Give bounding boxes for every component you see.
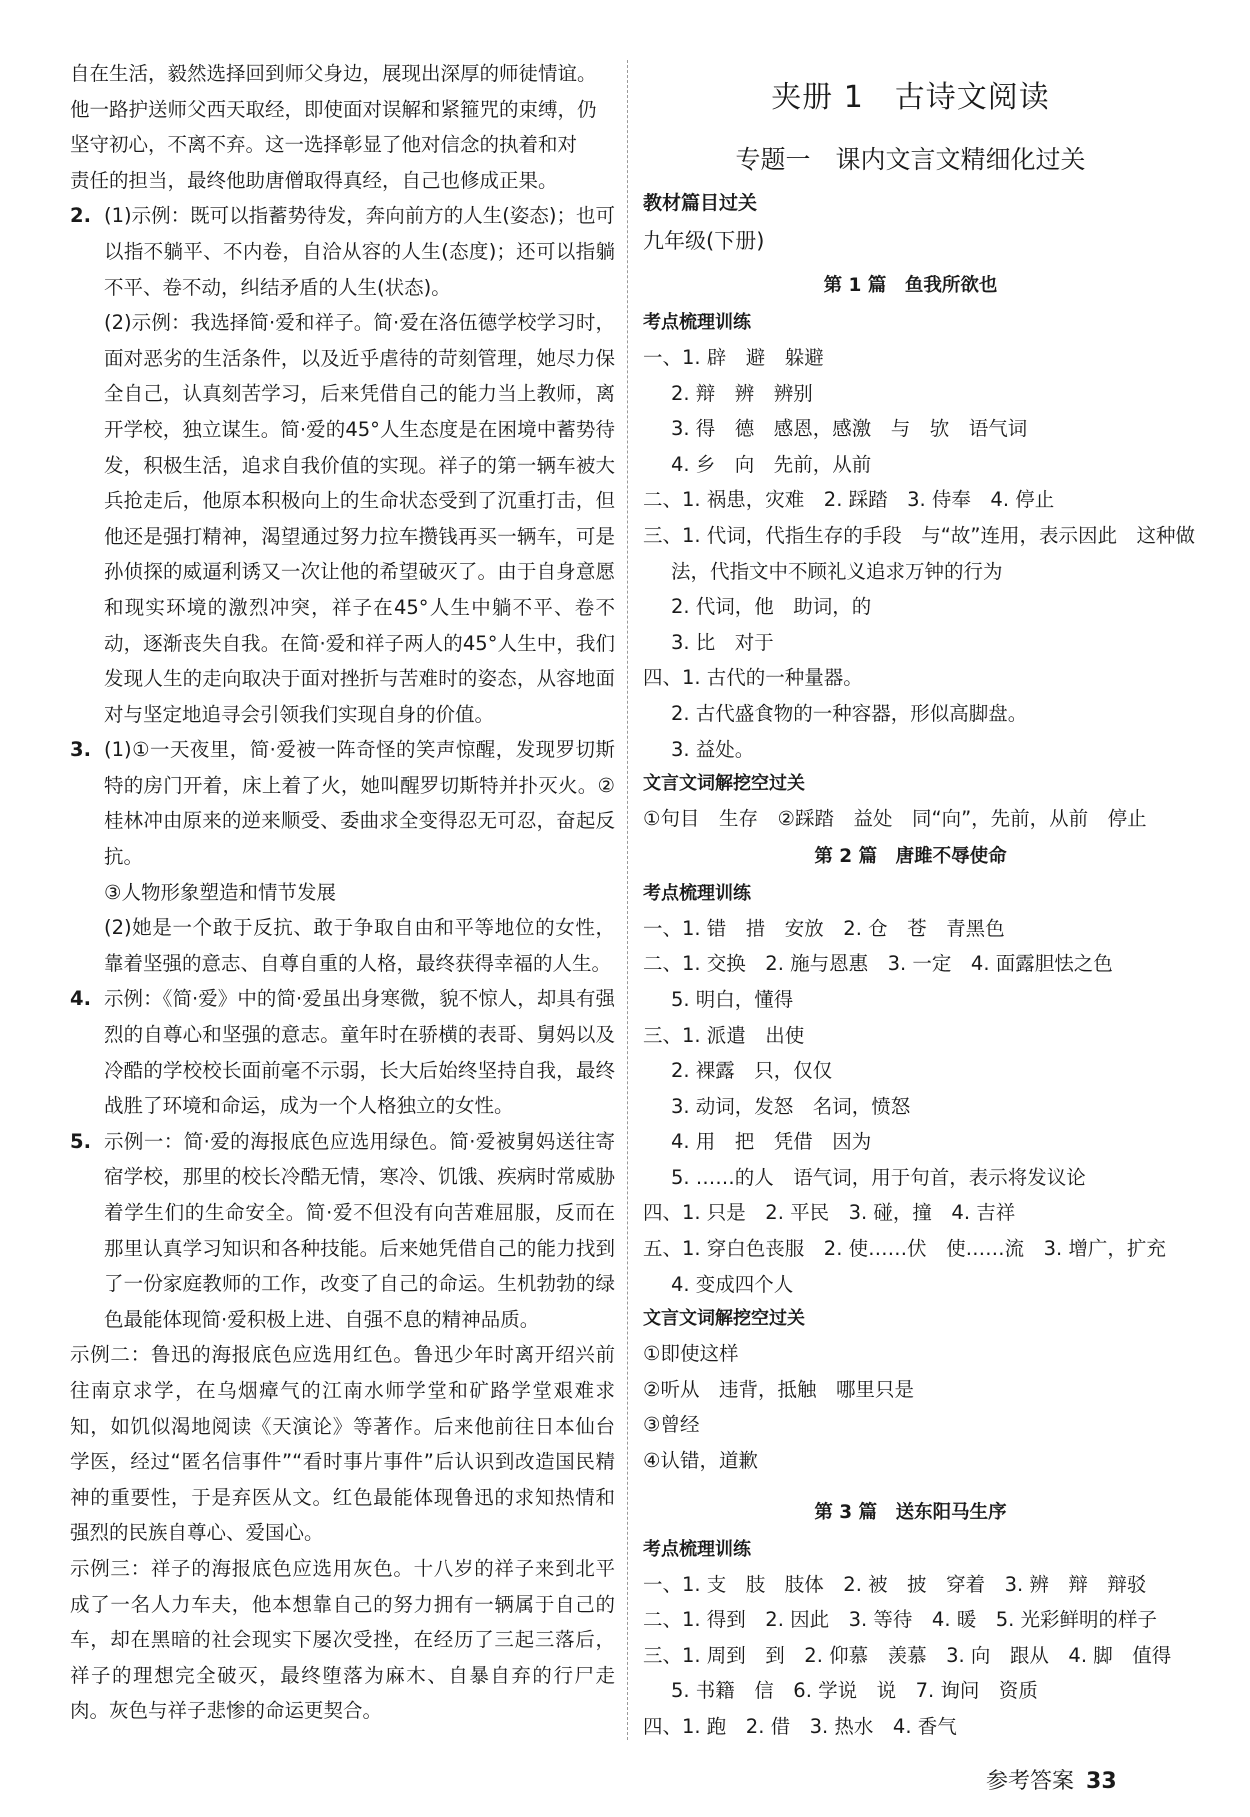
footer-label: 参考答案 bbox=[986, 1769, 1075, 1794]
answer-paragraph: 示例：《简·爱》中的简·爱虽出身寒微，貌不惊人，却具有强烈的自尊心和坚强的意志。童年时在骄横的表哥、舅妈以及冷酷的学校校长面前毫不示弱，长大后始终坚持自我，最终战胜了环境和命运，成为一个人格独立的女性。 bbox=[104, 987, 615, 1118]
answer-line: ③曾经 bbox=[643, 1413, 700, 1437]
answer-line: 3. 益处。 bbox=[671, 737, 755, 761]
answer-line: ②听从 违背，抵触 哪里只是 bbox=[643, 1377, 914, 1401]
answer-line: 四、1. 只是 2. 平民 3. 碰，撞 4. 吉祥 bbox=[643, 1201, 1016, 1225]
question-2-answer bbox=[70, 198, 615, 732]
answer-line: 4. 变成四个人 bbox=[671, 1272, 794, 1296]
answer-line: 二、1. 得到 2. 因此 3. 等待 4. 暖 5. 光彩鲜明的样子 bbox=[643, 1608, 1158, 1632]
answer-line: 4. 乡 向 先前，从前 bbox=[671, 452, 872, 476]
section-heading: 教材篇目过关 bbox=[643, 192, 758, 214]
intro-line: 坚守初心，不离不弃。这一选择彰显了他对信念的执着和对 bbox=[70, 133, 578, 157]
answer-line: 2. 辩 辨 辨别 bbox=[671, 381, 813, 405]
answer-line: 四、1. 古代的一种量器。 bbox=[643, 666, 863, 690]
answer-line: 5. 明白，懂得 bbox=[671, 987, 794, 1011]
answer-line: 三、1. 代词，代指生存的手段 与“故”连用，表示因此 这种做 bbox=[643, 523, 1196, 547]
answer-line: ④认错，道歉 bbox=[643, 1449, 758, 1473]
answer-paragraph: ③人物形象塑造和情节发展 bbox=[104, 880, 336, 904]
question-5-answer bbox=[70, 1124, 615, 1338]
right-column bbox=[643, 70, 1196, 1745]
answer-line: ①句目 生存 ②踩踏 益处 同“向”，先前，从前 停止 bbox=[643, 807, 1147, 831]
answer-paragraph: (1)①一天夜里，简·爱被一阵奇怪的笑声惊醒，发现罗切斯特的房门开着，床上着了火，她叫醒罗切斯特并扑灭火。②桂林冲由原来的逆来顺受、委曲求全变得忍无可忍，奋起反抗。 bbox=[104, 738, 615, 869]
subsection-heading: 考点梳理训练 bbox=[643, 1538, 751, 1560]
answer-line: 三、1. 周到 到 2. 仰慕 羡慕 3. 向 跟从 4. 脚 值得 bbox=[643, 1643, 1172, 1667]
column-divider bbox=[627, 60, 628, 1740]
intro-line: 自在生活，毅然选择回到师父身边，展现出深厚的师徒情谊。 bbox=[70, 62, 597, 85]
question-3-answer bbox=[70, 732, 615, 981]
lesson-title: 第 1 篇 鱼我所欲也 bbox=[823, 275, 998, 296]
subsection-heading: 考点梳理训练 bbox=[643, 312, 751, 333]
answer-line: 二、1. 交换 2. 施与恩惠 3. 一定 4. 面露胆怯之色 bbox=[643, 952, 1113, 976]
question-number: 5. bbox=[70, 1129, 91, 1153]
answer-line: 4. 用 把 凭借 因为 bbox=[671, 1130, 872, 1154]
answer-line: 五、1. 穿白色丧服 2. 使……伏 使……流 3. 增广，扩充 bbox=[643, 1237, 1166, 1261]
answer-line: 3. 动词，发怒 名词，愤怒 bbox=[671, 1094, 911, 1118]
answer-line: 一、1. 辟 避 躲避 bbox=[643, 346, 824, 369]
answer-line: 3. 比 对于 bbox=[671, 630, 774, 654]
answer-line: 一、1. 错 措 安放 2. 仓 苍 青黑色 bbox=[643, 916, 1005, 940]
left-column bbox=[70, 56, 615, 1729]
answer-line: 二、1. 祸患，灾难 2. 踩踏 3. 侍奉 4. 停止 bbox=[643, 488, 1055, 512]
intro-line: 他一路护送师父西天取经，即使面对误解和紧箍咒的束缚，仍 bbox=[70, 97, 597, 121]
answer-paragraph: 示例一：简·爱的海报底色应选用绿色。简·爱被舅妈送往寄宿学校，那里的校长冷酷无情，寒冷、饥饿、疾病时常威胁着学生们的生命安全。简·爱不但没有向苦难屈服，反而在那里认真学习知识和各种技能。后来她凭借自己的能力找到了一份家庭教师的工作，改变了自己的命运。生机勃勃的绿色最能体现简·爱积极上进、自强不息的精神品质。 bbox=[104, 1129, 615, 1331]
answer-line: 2. 裸露 只，仅仅 bbox=[671, 1059, 833, 1083]
answer-paragraph: 示例三：祥子的海报底色应选用灰色。十八岁的祥子来到北平成了一名人力车夫，他本想靠自己的努力拥有一辆属于自己的车，却在黑暗的社会现实下屡次受挫，在经历了三起三落后，祥子的理想完全破灭，最终堕落为麻木、自暴自弃的行尸走肉。灰色与祥子悲惨的命运更契合。 bbox=[70, 1556, 615, 1723]
answer-paragraph: 示例二：鲁迅的海报底色应选用红色。鲁迅少年时离开绍兴前往南京求学，在乌烟瘴气的江南水师学堂和矿路学堂艰难求知，如饥似渴地阅读《天演论》等著作。后来他前往日本仙台学医，经过“匿名信事件”“看时事片事件”后认识到改造国民精神的重要性，于是弃医从文。红色最能体现鲁迅的求知热情和强烈的民族自尊心、爱国心。 bbox=[70, 1343, 615, 1545]
answer-line: 四、1. 跑 2. 借 3. 热水 4. 香气 bbox=[643, 1715, 957, 1738]
subsection-heading: 文言文词解挖空过关 bbox=[643, 773, 805, 795]
page-number: 33 bbox=[1086, 1769, 1117, 1794]
answer-paragraph: (1)示例：既可以指蓄势待发，奔向前方的人生(姿态)；也可以指不躺平、不内卷，自洽从容的人生(态度)；还可以指躺不平、卷不动，纠结矛盾的人生(状态)。 bbox=[104, 204, 615, 299]
intro-line: 责任的担当，最终他助唐僧取得真经，自己也修成正果。 bbox=[70, 168, 558, 192]
answer-line: 2. 代词，他 助词，的 bbox=[671, 595, 872, 619]
answer-line: 一、1. 支 肢 肢体 2. 被 披 穿着 3. 辨 辩 辩驳 bbox=[643, 1572, 1147, 1596]
answer-paragraph: (2)示例：我选择简·爱和祥子。简·爱在洛伍德学校学习时，面对恶劣的生活条件，以及近乎虐待的苛刻管理，她尽力保全自己，认真刻苦学习，后来凭借自己的能力当上教师，离开学校，独立谋生。简·爱的45°人生态度是在困境中蓄势待发，积极生活，追求自我价值的实现。祥子的第一辆车被大兵抢走后，他原本积极向上的生命状态受到了沉重打击，但他还是强打精神，渴望通过努力拉车攒钱再买一辆车，可是孙侦探的威逼利诱又一次让他的希望破灭了。由于自身意愿和现实环境的激烈冲突，祥子在45°人生中躺不平、卷不动，逐渐丧失自我。在简·爱和祥子两人的45°人生中，我们发现人生的走向取决于面对挫折与苦难时的姿态，从容地面对与坚定地追寻会引领我们实现自身的价值。 bbox=[104, 311, 615, 726]
page-footer bbox=[986, 1768, 1117, 1796]
answer-line: 三、1. 派遣 出使 bbox=[643, 1023, 805, 1047]
topic-title: 专题一 课内文言文精细化过关 bbox=[735, 145, 1086, 174]
intro-paragraph bbox=[70, 56, 615, 198]
answer-paragraph: (2)她是一个敢于反抗、敢于争取自由和平等地位的女性，靠着坚强的意志、自尊自重的人格，最终获得幸福的人生。 bbox=[104, 916, 615, 975]
answer-line: 法，代指文中不顾礼义追求万钟的行为 bbox=[671, 559, 1003, 583]
subsection-heading: 文言文词解挖空过关 bbox=[643, 1308, 805, 1330]
book-title: 夹册 1 古诗文阅读 bbox=[771, 80, 1050, 115]
question-number: 4. bbox=[70, 987, 91, 1011]
answer-line: 2. 古代盛食物的一种容器，形似高脚盘。 bbox=[671, 701, 1028, 725]
question-number: 2. bbox=[70, 204, 91, 228]
subsection-heading: 考点梳理训练 bbox=[643, 882, 751, 904]
answer-line: 3. 得 德 感恩，感激 与 欤 语气词 bbox=[671, 417, 1028, 441]
lesson-title: 第 3 篇 送东阳马生序 bbox=[814, 1501, 1007, 1523]
answer-line: 5. 书籍 信 6. 学说 说 7. 询问 资质 bbox=[671, 1679, 1038, 1703]
answer-line: ①即使这样 bbox=[643, 1342, 739, 1366]
grade-heading: 九年级(下册) bbox=[643, 229, 765, 253]
question-4-answer bbox=[70, 981, 615, 1123]
answer-line: 5. ……的人 语气词，用于句首，表示将发议论 bbox=[671, 1165, 1086, 1189]
question-number: 3. bbox=[70, 738, 91, 762]
lesson-title: 第 2 篇 唐雎不辱使命 bbox=[814, 845, 1007, 867]
